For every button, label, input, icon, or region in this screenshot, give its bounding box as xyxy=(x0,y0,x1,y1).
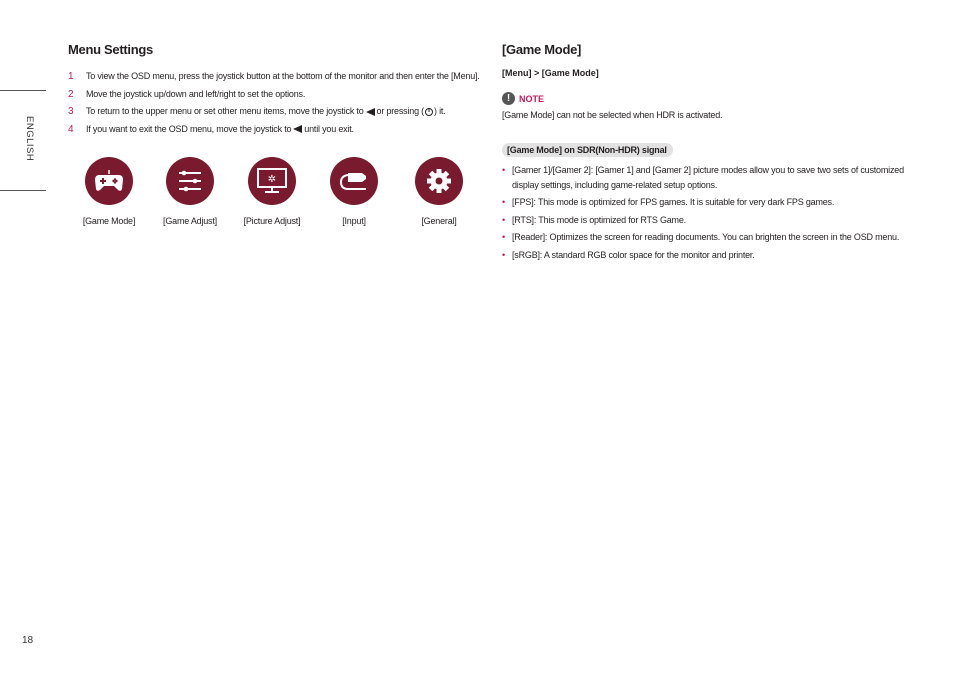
left-arrow-icon xyxy=(366,108,375,116)
step-item: 4 If you want to exit the OSD menu, move the joystick to until you exit. xyxy=(68,123,354,135)
note-text: [Game Mode] can not be selected when HDR is activated. xyxy=(502,110,723,120)
steps-list xyxy=(68,68,488,138)
gamepad-icon xyxy=(94,170,124,192)
note-heading: ! NOTE xyxy=(502,92,912,105)
sliders-icon xyxy=(178,170,202,192)
step-item: 3 To return to the upper menu or set other menu items, move the joystick to or pressing ( ) it. xyxy=(68,106,446,117)
menu-icon-general: [General] xyxy=(394,157,484,226)
page-number: 18 xyxy=(22,635,34,646)
menu-icon-picture-adjust: ✲ [Picture Adjust] xyxy=(227,157,317,226)
section-title: [Game Mode] xyxy=(502,42,582,57)
joystick-press-icon xyxy=(424,107,434,117)
side-rule-top xyxy=(0,90,46,91)
left-arrow-icon xyxy=(293,125,302,133)
input-cable-icon xyxy=(338,169,370,193)
section-title: Menu Settings xyxy=(68,42,153,57)
list-item: • [Gamer 1]/[Gamer 2]: [Gamer 1] and [Gamer 2] picture modes allow you to save two sets of customized display settings, including game-related setup options. xyxy=(502,163,912,192)
step-item: 2 Move the joystick up/down and left/right to set the options. xyxy=(68,88,306,100)
subsection-pill: [Game Mode] on SDR(Non-HDR) signal xyxy=(502,143,673,157)
menu-icon-input: [Input] xyxy=(309,157,399,226)
menu-icon-game-mode: [Game Mode] xyxy=(64,157,154,226)
exclamation-icon: ! xyxy=(502,92,515,105)
language-label: ENGLISH xyxy=(24,116,35,162)
mode-list xyxy=(502,163,912,262)
list-item: • [FPS]: This mode is optimized for FPS games. It is suitable for very dark FPS games. xyxy=(502,195,912,210)
step-item: 1 To view the OSD menu, press the joystick button at the bottom of the monitor and then enter the [Menu]. xyxy=(68,71,480,82)
side-rule-bottom xyxy=(0,190,46,191)
gear-icon xyxy=(426,168,452,194)
game-mode-section xyxy=(502,42,912,265)
list-item: • [Reader]: Optimizes the screen for reading documents. You can brighten the screen in the OSD menu. xyxy=(502,230,912,245)
svg-text:✲: ✲ xyxy=(267,174,277,185)
menu-settings-section xyxy=(68,42,488,226)
breadcrumb: [Menu] > [Game Mode] xyxy=(502,68,599,78)
menu-icon-game-adjust: [Game Adjust] xyxy=(145,157,235,226)
list-item: • [RTS]: This mode is optimized for RTS Game. xyxy=(502,213,912,228)
monitor-icon xyxy=(256,167,288,195)
menu-icons-row xyxy=(68,157,488,237)
list-item: • [sRGB]: A standard RGB color space for the monitor and printer. xyxy=(502,248,912,263)
